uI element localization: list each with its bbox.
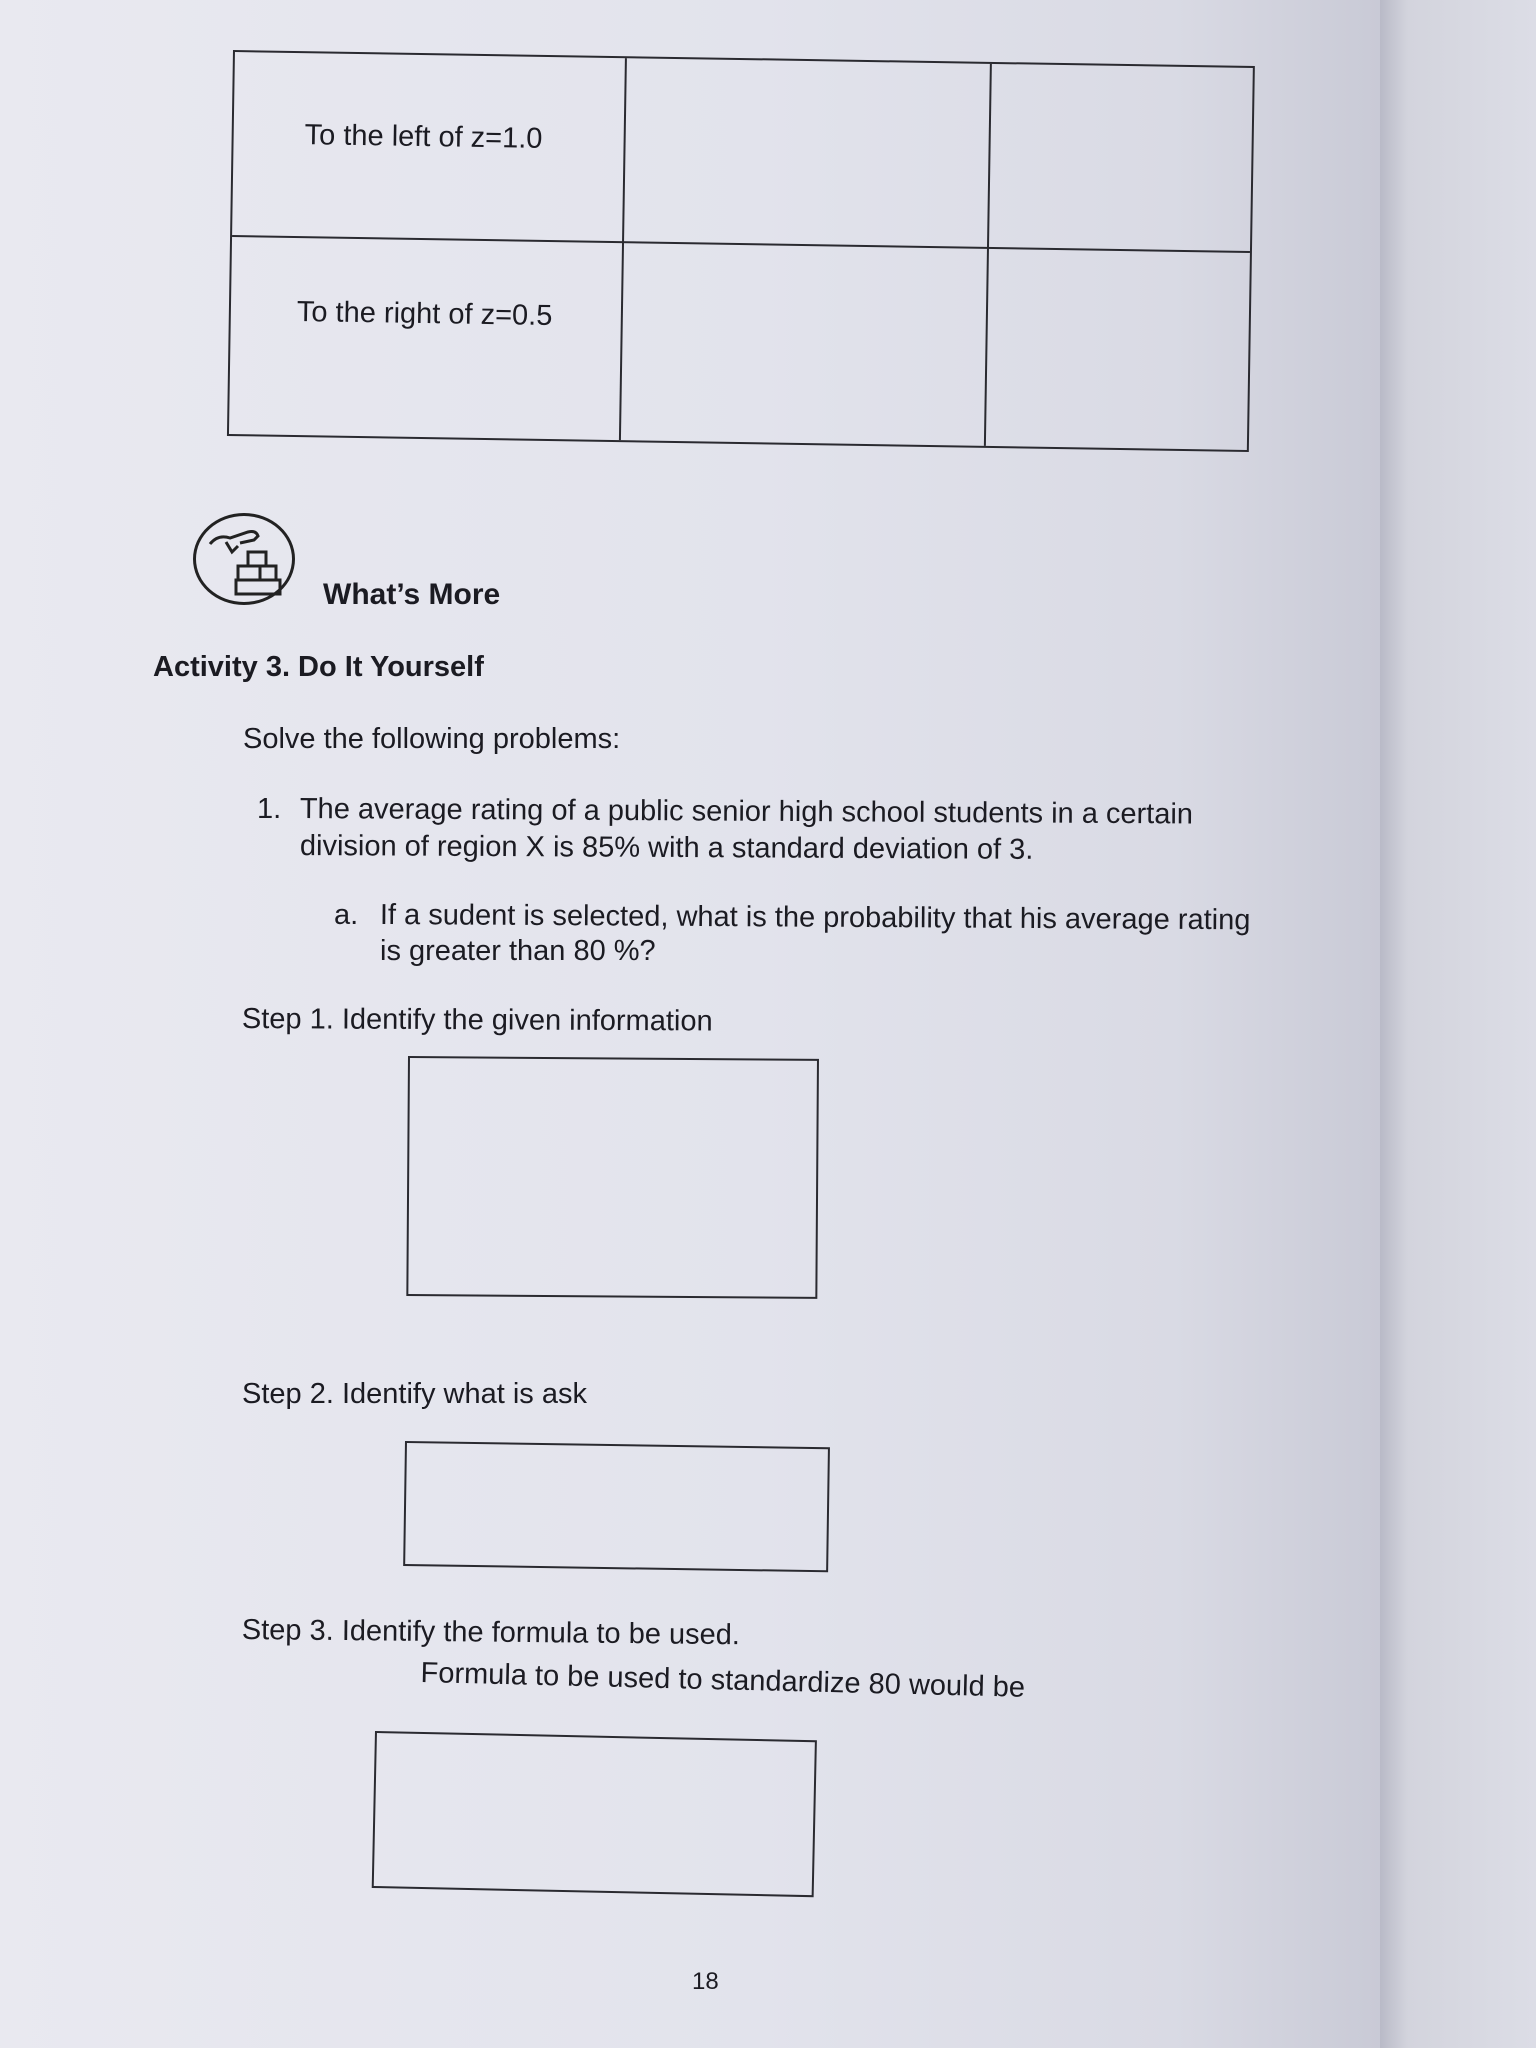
facing-page [1380, 0, 1536, 2048]
table-row-label: To the right of z=0.5 [296, 296, 553, 333]
z-area-table [227, 50, 1255, 452]
table-row-label: To the left of z=1.0 [304, 119, 543, 155]
table-cell-empty[interactable] [624, 60, 988, 245]
page-number: 18 [692, 1968, 719, 1995]
table-cell-empty[interactable] [991, 66, 1253, 249]
step-3-answer-box[interactable] [372, 1731, 817, 1897]
instruction-text: Solve the following problems: [243, 723, 621, 755]
stacking-blocks-hand-icon [193, 513, 295, 605]
section-heading: What’s More [323, 578, 501, 611]
table-cell-empty[interactable] [621, 245, 985, 444]
step-3-label: Step 3. Identify the formula to be used. [241, 1614, 741, 1652]
table-cell-empty[interactable] [988, 251, 1250, 448]
sub-question-line: is greater than 80 %? [380, 935, 656, 967]
step-3-formula-instruction: Formula to be used to standardize 80 would be [420, 1657, 1026, 1704]
sub-question-letter: a. [334, 899, 359, 931]
activity-title: Activity 3. Do It Yourself [153, 651, 484, 683]
problem-text-line: division of region X is 85% with a standard deviation of 3. [299, 830, 1034, 866]
step-1-answer-box[interactable] [406, 1056, 819, 1299]
step-2-answer-box[interactable] [403, 1441, 830, 1572]
step-2-label: Step 2. Identify what is ask [242, 1378, 587, 1410]
step-1-label: Step 1. Identify the given information [241, 1003, 713, 1038]
sub-question-line: If a sudent is selected, what is the probability that his average rating [379, 899, 1251, 937]
problem-text-line: The average rating of a public senior high school students in a certain [299, 793, 1194, 831]
problem-number: 1. [257, 793, 282, 825]
